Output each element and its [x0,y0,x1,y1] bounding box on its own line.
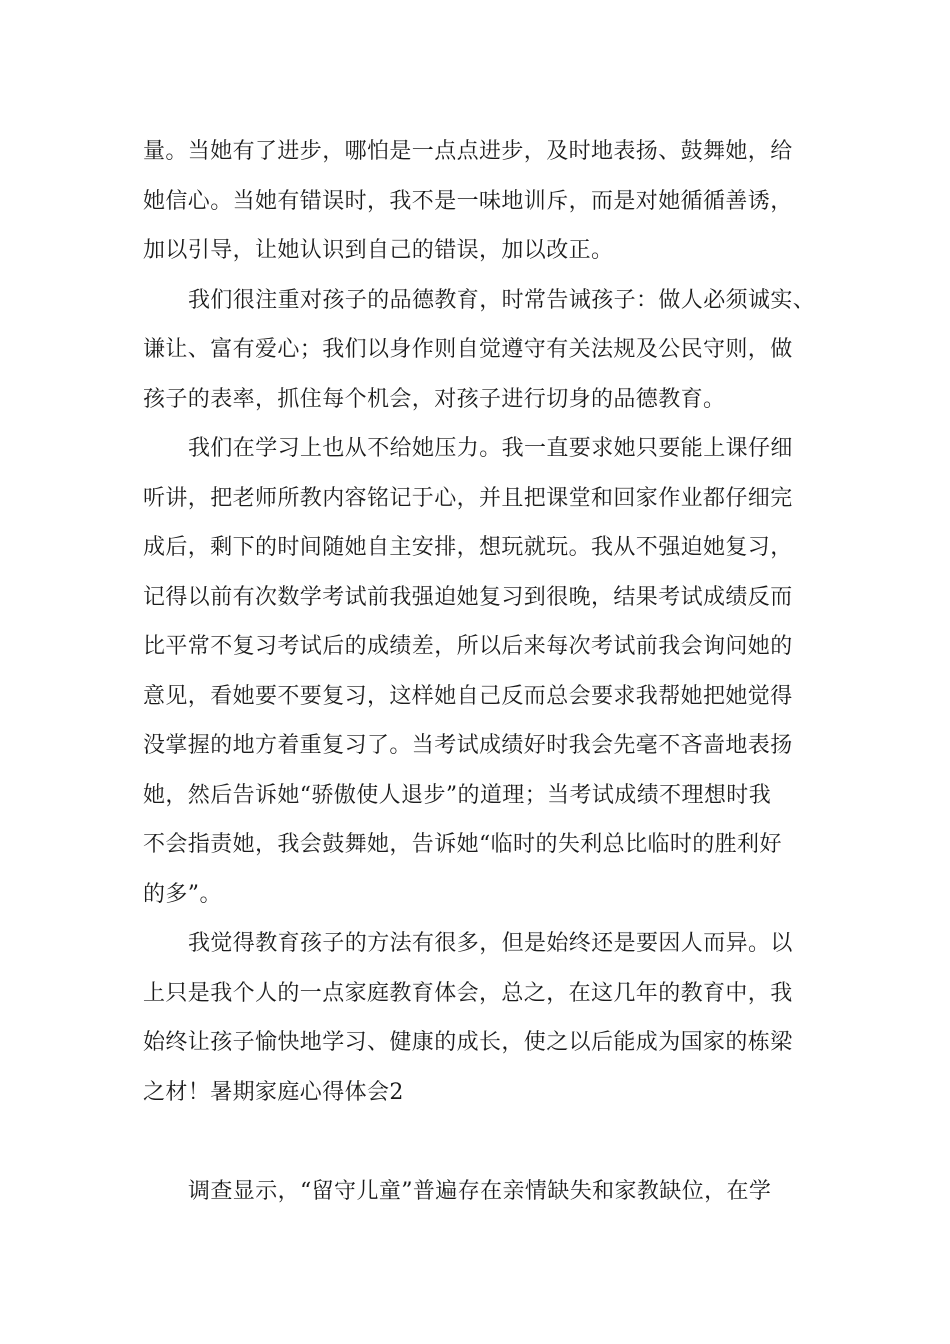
text-line: 上只是我个人的一点家庭教育体会，总之，在这几年的教育中，我 [143,980,793,1006]
text-line: 没掌握的地方着重复习了。当考试成绩好时我会先毫不吝啬地表扬 [143,733,793,758]
text-line: 她，然后告诉她“骄傲使人退步”的道理；当考试成绩不理想时我 [143,782,772,808]
text-line: 孩子的表率，抓住每个机会，对孩子进行切身的品德教育。 [143,386,726,412]
text-line: 意见，看她要不要复习，这样她自己反而总会要求我帮她把她觉得 [143,683,793,709]
paragraph-gap [143,1122,823,1172]
text-line: 比平常不复习考试后的成绩差，所以后来每次考试前我会询问她的 [143,634,793,659]
text-line: 之材！暑期家庭心得体会2 [143,1079,404,1105]
text-line: 的多”。 [143,881,222,907]
text-line: 量。当她有了进步，哪怕是一点点进步，及时地表扬、鼓舞她，给 [143,139,793,164]
text-line: 不会指责她，我会鼓舞她，告诉她“临时的失利总比临时的胜利好 [143,832,782,857]
text-line: 始终让孩子愉快地学习、健康的成长，使之以后能成为国家的栋梁 [143,1030,793,1055]
text-line: 谦让、富有爱心；我们以身作则自觉遵守有关法规及公民守则，做 [143,337,793,362]
document-body [143,132,823,1221]
paragraph-start-line: 调查显示，“留守儿童”普遍存在亲情缺失和家教缺位，在学 [188,1178,772,1204]
paragraph-start-line: 我们在学习上也从不给她压力。我一直要求她只要能上课仔细 [188,436,793,461]
text-line: 成后，剩下的时间随她自主安排，想玩就玩。我从不强迫她复习， [143,535,793,560]
text-line: 加以引导，让她认识到自己的错误，加以改正。 [143,238,614,263]
paragraph-start-line: 我们很注重对孩子的品德教育，时常告诫孩子：做人必须诚实、 [188,287,816,313]
paragraph-start-line: 我觉得教育孩子的方法有很多，但是始终还是要因人而异。以 [188,931,793,956]
text-line: 听讲，把老师所教内容铭记于心，并且把课堂和回家作业都仔细完 [143,485,793,511]
text-line: 她信心。当她有错误时，我不是一味地训斥，而是对她循循善诱， [143,188,793,214]
text-line: 记得以前有次数学考试前我强迫她复习到很晚，结果考试成绩反而 [143,584,793,610]
